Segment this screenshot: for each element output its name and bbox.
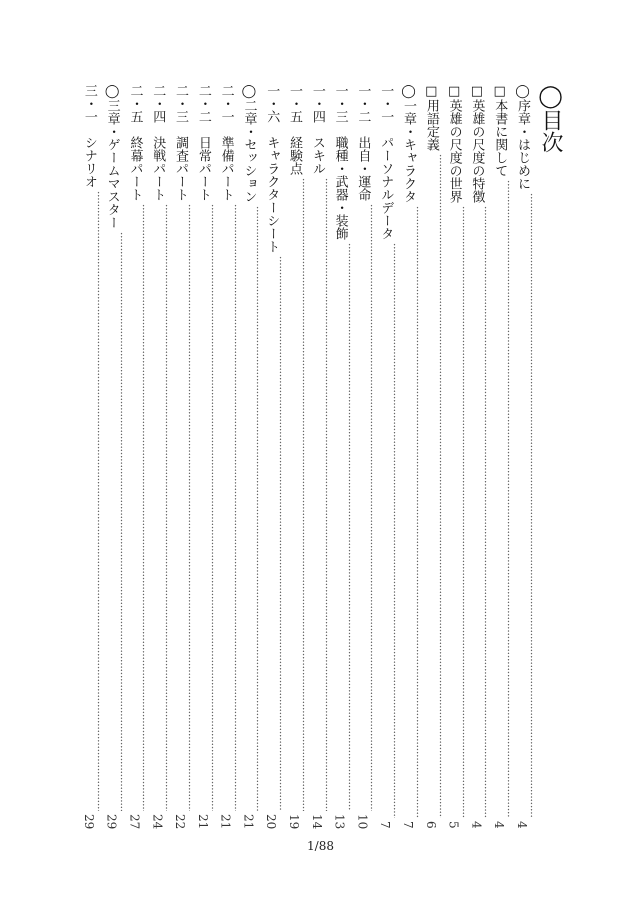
toc-entry (465, 84, 488, 829)
toc-entry-label: □用語定義 (423, 84, 439, 151)
toc-entry (168, 84, 191, 829)
table-of-contents (77, 84, 563, 829)
dot-leader (191, 204, 214, 811)
toc-entry-label: ◯二章・セッション (241, 84, 257, 203)
toc-entry-label: 三・一 シナリオ (81, 84, 97, 188)
dot-leader (396, 206, 419, 818)
dot-leader (214, 204, 237, 811)
toc-entry-page: 20 (264, 813, 279, 829)
toc-entry (510, 84, 533, 829)
toc-entry-label: 一・四 スキル (309, 84, 325, 175)
dot-leader (510, 193, 533, 818)
toc-entry-label: 一・二 出自・運命 (355, 84, 371, 201)
toc-entry-label: ◯序章・はじめに (515, 84, 530, 190)
toc-entry-page: 21 (195, 813, 210, 829)
toc-entry (487, 84, 510, 829)
toc-entry-label: 二・五 終幕パート (127, 84, 143, 201)
toc-entry-page: 10 (355, 813, 370, 829)
dot-leader (487, 180, 510, 818)
toc-entry-page: 6 (423, 821, 438, 829)
toc-entry-page: 24 (150, 813, 165, 829)
toc-entry-page: 21 (241, 813, 256, 829)
toc-entry-label: 一・五 経験点 (287, 84, 303, 175)
dot-leader (237, 206, 260, 811)
dot-leader (305, 178, 328, 811)
toc-entry-label: 二・四 決戦パート (150, 84, 166, 201)
toc-entry (305, 84, 328, 829)
toc-entry-label: 一・六 キャラクターシート (264, 84, 280, 253)
toc-entry-label: 二・三 調査パート (173, 84, 189, 201)
toc-entry-page: 4 (469, 821, 484, 829)
toc-entry (282, 84, 305, 829)
toc-entry (259, 84, 282, 829)
dot-leader (373, 243, 396, 818)
toc-entry (442, 84, 465, 829)
page-indicator: 1/88 (307, 839, 334, 853)
toc-entry-page: 14 (309, 813, 324, 829)
toc-entry-label: □英雄の尺度の世界 (446, 84, 462, 203)
toc-entry-page: 27 (127, 813, 142, 829)
dot-leader (328, 243, 351, 811)
dot-leader (465, 206, 488, 818)
toc-entry-label: ◯三章・ゲームマスター (104, 84, 120, 229)
toc-entry (100, 84, 123, 829)
dot-leader (145, 204, 168, 811)
dot-leader (168, 204, 191, 811)
dot-leader (442, 206, 465, 818)
dot-leader (282, 178, 305, 811)
dot-leader (351, 204, 374, 811)
toc-entry-page: 21 (218, 813, 233, 829)
toc-entry-page: 13 (332, 813, 347, 829)
toc-entry (373, 84, 396, 829)
toc-title: ◯目次 (538, 84, 563, 153)
toc-entry-label: 二・二 日常パート (195, 84, 211, 201)
dot-leader (259, 256, 282, 811)
toc-entry (214, 84, 237, 829)
toc-entry-page: 29 (104, 813, 119, 829)
toc-entry-label: □英雄の尺度の特徴 (469, 84, 485, 203)
dot-leader (77, 191, 100, 811)
toc-entry (145, 84, 168, 829)
toc-entry-label: 二・一 準備パート (218, 84, 234, 201)
toc-entry-label: 一・一 パーソナルデータ (378, 84, 394, 240)
toc-entry-label: □本書に関して (492, 84, 508, 177)
toc-entry (123, 84, 146, 829)
toc-entry-page: 19 (287, 813, 302, 829)
toc-entry (419, 84, 442, 829)
toc-entry-label: ◯一章・キャラクタ (401, 84, 417, 203)
toc-entry-page: 22 (173, 813, 188, 829)
toc-entry (328, 84, 351, 829)
toc-entry-page: 4 (492, 821, 507, 829)
dot-leader (100, 232, 123, 811)
toc-entry (396, 84, 419, 829)
toc-entry (237, 84, 260, 829)
dot-leader (419, 154, 442, 818)
toc-entry (77, 84, 100, 829)
toc-entry (191, 84, 214, 829)
toc-entry (351, 84, 374, 829)
toc-entry-label: 一・三 職種・武器・装飾 (332, 84, 348, 240)
toc-entry-page: 4 (515, 821, 529, 829)
toc-entry-page: 7 (401, 821, 416, 829)
dot-leader (123, 204, 146, 811)
toc-entry-page: 29 (81, 813, 96, 829)
toc-entry-page: 5 (446, 821, 461, 829)
toc-entry-page: 7 (378, 821, 393, 829)
